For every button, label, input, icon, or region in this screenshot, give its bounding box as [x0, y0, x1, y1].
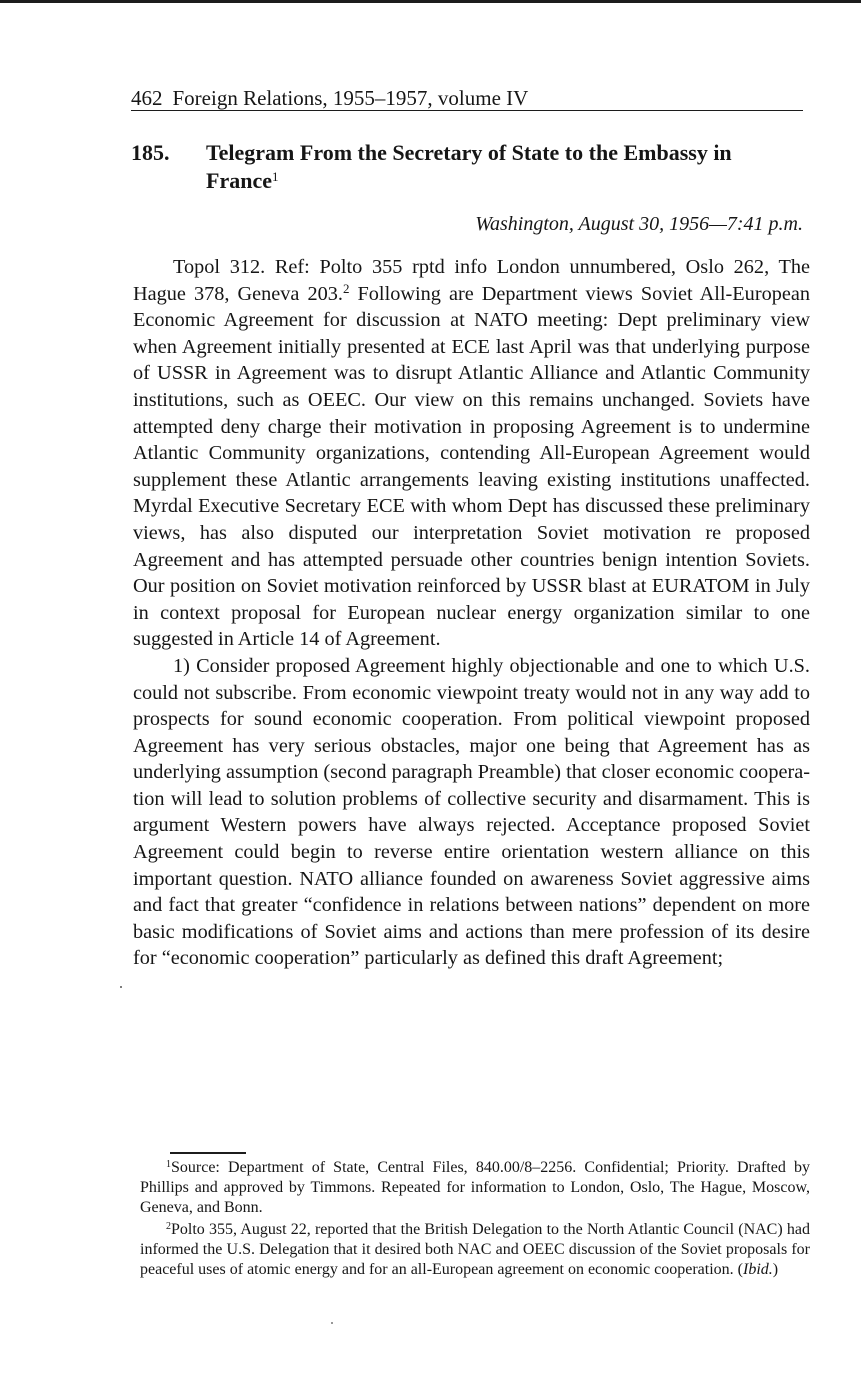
- footnote-2-ibid: Ibid.: [743, 1261, 773, 1278]
- document-title-text: Telegram From the Secretary of State to the Embassy in France: [206, 140, 732, 193]
- footnote-2: $^2$Polto 355, August 22, reported that the British Delegation to the North Atlantic Council (NAC) had informed the U.S. Delegation that it desired both NAC and OEEC discussion of the Soviet proposals for peaceful uses of atomic energy and for an all-European agreement on economic cooperation. (Ibid.): [140, 1221, 810, 1278]
- footnotes: [140, 1158, 810, 1282]
- document-number: 185.: [131, 140, 170, 165]
- footnote-1: [140, 1158, 810, 1218]
- footnote-1-text: Source: Department of State, Central Files, 840.00/8–2256. Confidential; Priority. Drafted by Phillips and approved by Timmons. Repeated for information to London, Oslo, The Hague, Moscow, Geneva, and Bonn.: [140, 1159, 810, 1216]
- body-footnote-mark: 2: [342, 280, 350, 296]
- body-paragraph-2: 1) Consider proposed Agreement highly objectionable and one to which U.S. could not subscribe. From economic viewpoint treaty would not in any way add to prospects for sound economic cooperation. From political viewpoint proposed Agreement has very serious obstacles, major one being that Agreement has as underlying assumption (second paragraph Preamble) that closer economic cooperation will lead to solution problems of collective security and disarmament. This is argument Western powers have always rejected. Acceptance proposed Soviet Agreement could begin to reverse entire orientation western alliance on this important question. NATO alliance founded on awareness Soviet aggressive aims and fact that greater “confidence in relations between nations” dependent on more basic modifications of Soviet aims and actions than mere profession of its desire for “economic cooperation” particularly as defined this draft Agreement;: [133, 654, 810, 970]
- running-head: [131, 86, 803, 111]
- document-title: [206, 139, 806, 195]
- bottom-speck: [331, 1322, 333, 1324]
- footnote-separator: [170, 1152, 246, 1154]
- footnote-1-mark: 1: [166, 1159, 171, 1170]
- volume-title: Foreign Relations, 1955–1957, volume IV: [172, 86, 529, 110]
- title-footnote-mark: 1: [271, 169, 279, 184]
- footnote-2-mark: 2: [166, 1221, 171, 1232]
- dateline: Washington, August 30, 1956—7:41 p.m.: [475, 213, 803, 235]
- telegram-body: [133, 254, 810, 972]
- body-paragraph-1: Topol 312. Ref: Polto 355 rptd info London unnumbered, Oslo 262, The Hague 378, Geneva 203.$^2$ Following are Department views Soviet All-European Economic Agreement for discussion at NATO meeting: Dept preliminary view when Agreement initially presented at ECE last April was that underlying purpose of USSR in Agreement was to disrupt Atlantic Alliance and Atlantic Community institutions, such as OEEC. Our view on this remains unchanged. Soviets have attempted deny charge their motivation in proposing Agreement is to undermine Atlantic Community organizations, contending All-European Agreement would supplement these Atlantic arrangements leaving existing institutions unaffected. Myrdal Executive Secretary ECE with whom Dept has discussed these preliminary views, has also disputed our interpretation Soviet motivation re proposed Agreement and has attempted persuade other countries benign intention Soviets. Our position on Soviet motivation reinforced by USSR blast at EURATOM in July in context proposal for European nuclear energy organization similar to one suggested in Article 14 of Agreement.: [133, 256, 810, 651]
- page-number: 462: [131, 86, 163, 110]
- footnote-2-text: Polto 355, August 22, reported that the British Delegation to the North Atlantic Council (NAC) had informed the U.S. Delegation that it desired both NAC and OEEC discussion of the Soviet proposals for peaceful uses of atomic energy and for an all-European agreement on economic cooperation. (: [140, 1221, 810, 1278]
- top-border-rule: [0, 0, 861, 3]
- margin-speck: [120, 986, 122, 988]
